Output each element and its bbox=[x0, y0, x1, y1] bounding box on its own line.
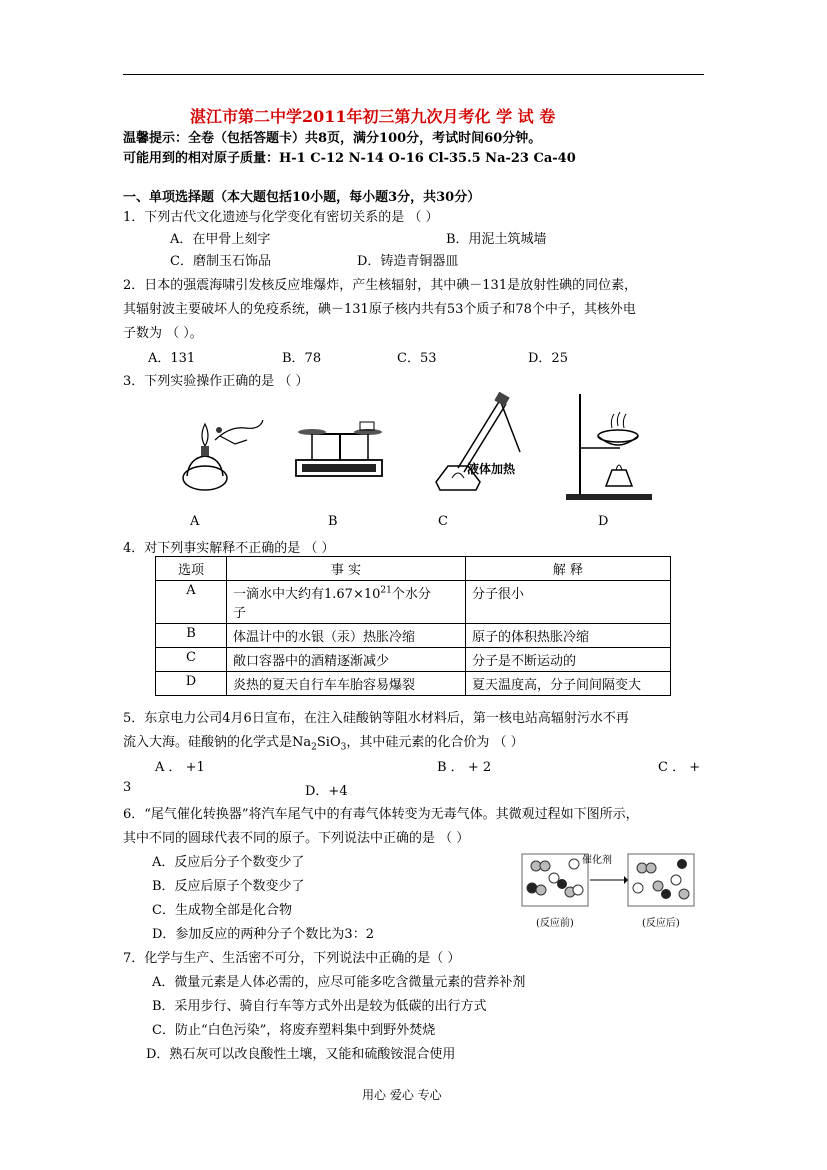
q5-line2: 流入大海。硅酸钠的化学式是$Na_2SiO_3$，其中硅元素的化合价为 （ ） bbox=[123, 735, 524, 753]
q2-option-a: A．131 bbox=[148, 351, 196, 366]
row-fact: 炎热的夏天自行车车胎容易爆裂 bbox=[227, 672, 466, 696]
q2-line3: 子数为 （ ）。 bbox=[123, 326, 203, 341]
facts-table bbox=[155, 556, 671, 696]
row-option: D bbox=[156, 672, 227, 696]
q2-option-d: D．25 bbox=[528, 351, 568, 366]
row-fact: 体温计中的水银（汞）热胀冷缩 bbox=[227, 624, 466, 648]
q5-option-b: B ． + 2 bbox=[437, 760, 492, 775]
q3-label-d: D bbox=[598, 514, 609, 529]
q3-label-b: B bbox=[328, 514, 338, 529]
liquid-heating-label: 液体加热 bbox=[467, 462, 516, 476]
q6-option-c: C．生成物全部是化合物 bbox=[152, 903, 292, 918]
q7-stem: 7．化学与生产、生活密不可分，下列说法中正确的是（ ） bbox=[123, 951, 461, 966]
q5-option-c-cont: 3 bbox=[123, 780, 132, 795]
q3-label-a: A bbox=[190, 514, 200, 529]
q5-option-c: C ． + bbox=[658, 760, 701, 775]
atomic-masses: 可能用到的相对原子质量：H-1 C-12 N-14 O-16 Cl-35.5 Na-23 Ca-40 bbox=[123, 151, 576, 166]
page-footer: 用心 爱心 专心 bbox=[362, 1088, 442, 1102]
header-rule bbox=[123, 74, 704, 75]
q6-line1: 6．“尾气催化转换器”将汽车尾气中的有毒气体转变为无毒气体。其微观过程如下图所示， bbox=[123, 807, 639, 822]
q5-option-d: D．+4 bbox=[305, 784, 348, 799]
q3-label-c: C bbox=[438, 514, 448, 529]
q7-option-d: D．熟石灰可以改良酸性土壤，又能和硫酸铵混合使用 bbox=[146, 1047, 456, 1062]
q6-option-b: B．反应后原子个数变少了 bbox=[152, 879, 305, 894]
q6-line2: 其中不同的圆球代表不同的原子。下列说法中正确的是 （ ） bbox=[123, 831, 470, 846]
q7-option-a: A．微量元素是人体必需的，应尽可能多吃含微量元素的营养补剂 bbox=[152, 975, 526, 990]
table-row bbox=[156, 648, 671, 672]
row-reason: 原子的体积热胀冷缩 bbox=[466, 624, 671, 648]
q5-line1: 5．东京电力公司4月6日宣布，在注入硅酸钠等阻水材料后，第一核电站高辐射污水不再 bbox=[123, 711, 629, 726]
row-fact: 一滴水中大约有$1.67\times 10^{21}$个水分 子 bbox=[227, 581, 466, 624]
q6-option-a: A．反应后分子个数变少了 bbox=[152, 855, 305, 870]
q1-stem: 1．下列古代文化遗迹与化学变化有密切关系的是 （ ） bbox=[123, 210, 439, 225]
row-reason: 夏天温度高，分子间间隔变大 bbox=[466, 672, 671, 696]
col-fact: 事 实 bbox=[227, 557, 466, 581]
table-row bbox=[156, 672, 671, 696]
row-reason: 分子是不断运动的 bbox=[466, 648, 671, 672]
q4-stem: 4．对下列事实解释不正确的是 （ ） bbox=[123, 541, 335, 556]
q5-option-a: A ． +1 bbox=[155, 760, 205, 775]
q2-line2: 其辐射波主要破坏人的免疫系统，碘－131原子核内共有53个质子和78个中子，其核外电 bbox=[123, 302, 636, 317]
catalyst-label: 催化剂 bbox=[582, 855, 612, 866]
table-row bbox=[156, 581, 671, 624]
q7-option-b: B．采用步行、骑自行车等方式外出是较为低碳的出行方式 bbox=[152, 999, 487, 1014]
before-label: (反应前) bbox=[536, 918, 574, 929]
q6-option-d: D．参加反应的两种分子个数比为3：2 bbox=[152, 927, 374, 942]
exam-tip: 温馨提示：全卷（包括答题卡）共8页，满分100分，考试时间60分钟。 bbox=[123, 131, 542, 146]
col-reason: 解 释 bbox=[466, 557, 671, 581]
q7-option-c: C．防止“白色污染”，将废弃塑料集中到野外焚烧 bbox=[152, 1023, 436, 1038]
balance-figure bbox=[290, 418, 390, 480]
q1-option-d: D．铸造青铜器皿 bbox=[357, 254, 459, 269]
col-option: 选项 bbox=[156, 557, 227, 581]
q2-option-c: C．53 bbox=[397, 351, 437, 366]
q3-stem: 3．下列实验操作正确的是 （ ） bbox=[123, 374, 309, 389]
after-label: (反应后) bbox=[642, 918, 680, 929]
q1-option-a: A．在甲骨上刻字 bbox=[170, 232, 271, 247]
table-header-row bbox=[156, 557, 671, 581]
q2-option-b: B．78 bbox=[282, 351, 322, 366]
row-option: A bbox=[156, 581, 227, 624]
q1-option-b: B．用泥土筑城墙 bbox=[446, 232, 547, 247]
row-fact: 敞口容器中的酒精逐渐减少 bbox=[227, 648, 466, 672]
page-title: 湛江市第二中学2011年初三第九次月考化 学 试 卷 bbox=[190, 107, 556, 126]
row-option: B bbox=[156, 624, 227, 648]
q2-line1: 2．日本的强震海啸引发核反应堆爆炸，产生核辐射，其中碘－131是放射性碘的同位素， bbox=[123, 278, 638, 293]
row-option: C bbox=[156, 648, 227, 672]
liquid-heating-figure bbox=[428, 392, 528, 502]
evaporation-figure bbox=[560, 390, 660, 502]
section-heading: 一、单项选择题（本大题包括10小题，每小题3分，共30分） bbox=[123, 190, 481, 205]
row-reason: 分子很小 bbox=[466, 581, 671, 624]
table-row bbox=[156, 624, 671, 648]
alcohol-lamp-figure bbox=[175, 410, 270, 495]
q1-option-c: C．磨制玉石饰品 bbox=[170, 254, 271, 269]
